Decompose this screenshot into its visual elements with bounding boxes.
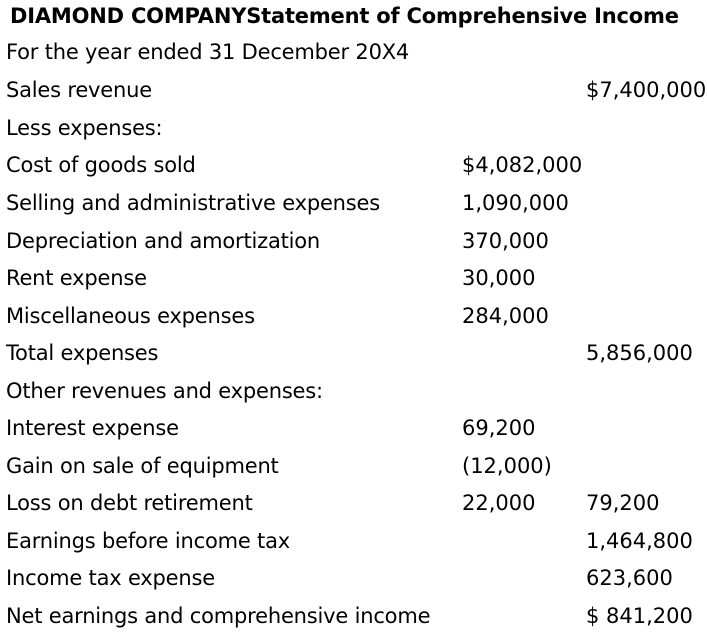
row-amount-total: 623,600 <box>586 566 673 590</box>
row-label: Net earnings and comprehensive income <box>6 604 431 628</box>
statement-row <box>0 486 707 520</box>
row-label: Earnings before income tax <box>6 529 290 553</box>
statement-row <box>0 186 707 220</box>
row-label: Cost of goods sold <box>6 153 196 177</box>
row-amount-total: 5,856,000 <box>586 341 693 365</box>
row-amount-detail: 22,000 <box>462 491 536 515</box>
row-amount-total: $ 841,200 <box>586 604 693 628</box>
row-amount-detail: $4,082,000 <box>462 153 583 177</box>
statement-row <box>0 524 707 558</box>
statement-row <box>0 148 707 182</box>
row-label: Loss on debt retirement <box>6 491 253 515</box>
row-amount-detail: (12,000) <box>462 454 552 478</box>
row-label: Miscellaneous expenses <box>6 304 255 328</box>
company-name: DIAMOND COMPANY <box>10 4 247 28</box>
row-label: Depreciation and amortization <box>6 229 321 253</box>
row-label: Interest expense <box>6 416 179 440</box>
row-label: Less expenses: <box>6 116 163 140</box>
row-label: Gain on sale of equipment <box>6 454 279 478</box>
row-label: Other revenues and expenses: <box>6 379 323 403</box>
statement-row <box>0 599 707 633</box>
period-row <box>0 35 707 69</box>
row-amount-detail: 1,090,000 <box>462 191 569 215</box>
row-amount-detail: 284,000 <box>462 304 549 328</box>
row-amount-detail: 370,000 <box>462 229 549 253</box>
statement-row <box>0 261 707 295</box>
statement-row <box>0 449 707 483</box>
row-label: Sales revenue <box>6 78 152 102</box>
row-amount-detail: 30,000 <box>462 266 536 290</box>
row-amount-detail: 69,200 <box>462 416 536 440</box>
row-amount-total: 79,200 <box>586 491 660 515</box>
row-amount-total: $7,400,000 <box>586 78 707 102</box>
statement-row <box>0 561 707 595</box>
statement-row <box>0 111 707 145</box>
statement-name: Statement of Comprehensive Income <box>246 4 679 28</box>
statement-title <box>10 3 679 29</box>
row-label: Total expenses <box>6 341 159 365</box>
row-amount-total: 1,464,800 <box>586 529 693 553</box>
row-label: Income tax expense <box>6 566 215 590</box>
statement-row <box>0 224 707 258</box>
statement-row <box>0 374 707 408</box>
statement-row <box>0 299 707 333</box>
statement-row <box>0 411 707 445</box>
statement-row <box>0 336 707 370</box>
statement-row <box>0 73 707 107</box>
row-label: Selling and administrative expenses <box>6 191 380 215</box>
row-label: Rent expense <box>6 266 147 290</box>
period-label: For the year ended 31 December 20X4 <box>6 40 410 64</box>
